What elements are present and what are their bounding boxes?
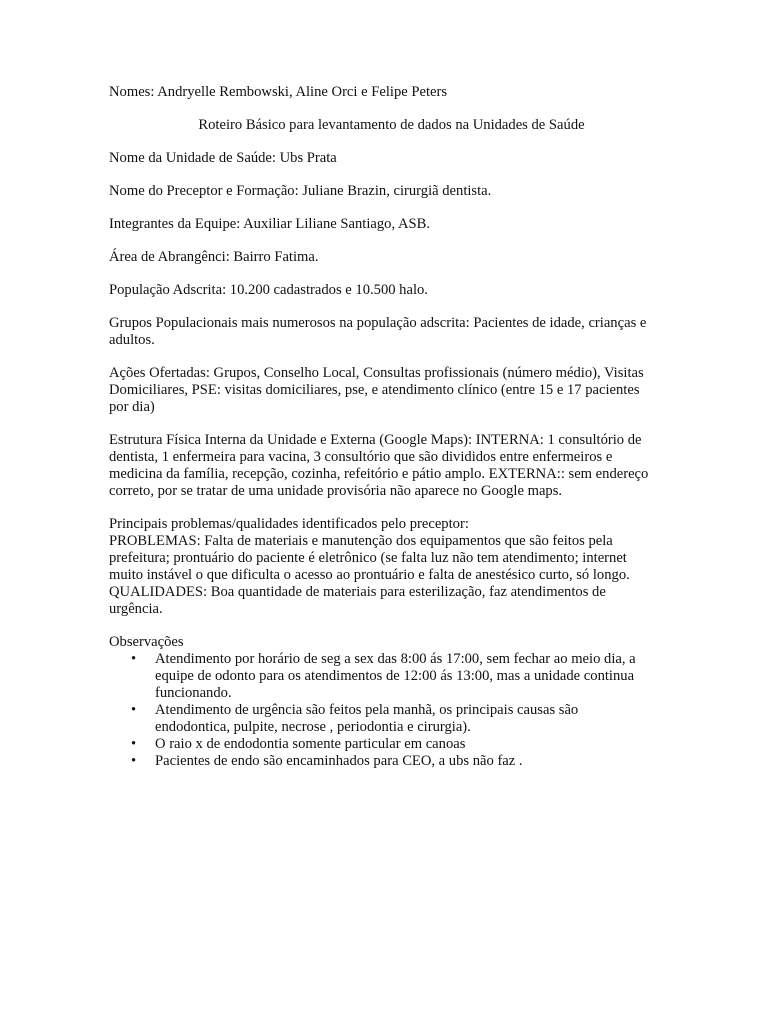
qualities-text: QUALIDADES: Boa quantidade de materiais para esterilização, faz atendimentos de urgência. bbox=[109, 584, 606, 617]
observation-text: O raio x de endodontia somente particular em canoas bbox=[155, 736, 466, 752]
bullet-icon: • bbox=[131, 736, 137, 752]
problems-text: PROBLEMAS: Falta de materiais e manutenção dos equipamentos que são feitos pela prefeitura; prontuário do paciente é eletrônico (se falta luz não tem atendimento; internet muito instável o que dificulta o acesso ao prontuário e falta de anestésico curto, só longo. bbox=[109, 533, 630, 583]
list-item bbox=[109, 651, 654, 702]
list-item bbox=[109, 753, 654, 770]
list-item bbox=[109, 702, 654, 736]
preceptor-line: Nome do Preceptor e Formação: Juliane Brazin, cirurgiã dentista. bbox=[109, 183, 492, 199]
observations-list bbox=[109, 651, 654, 770]
problems-section bbox=[109, 516, 654, 618]
bullet-icon: • bbox=[131, 651, 137, 667]
actions-paragraph: Ações Ofertadas: Grupos, Conselho Local, Consultas profissionais (número médio), Visitas Domiciliares, PSE: visitas domiciliares, pse, e atendimento clínico (entre 15 e 17 pacientes por dia) bbox=[109, 365, 644, 415]
observations-section bbox=[109, 634, 654, 770]
document-title: Roteiro Básico para levantamento de dados na Unidades de Saúde bbox=[198, 117, 585, 133]
structure-paragraph: Estrutura Física Interna da Unidade e Externa (Google Maps): INTERNA: 1 consultório de dentista, 1 enfermeira para vacina, 3 consultório que são divididos entre enfermeiros e medicina da família, recepção, cozinha, refeitório e pátio amplo. EXTERNA:: sem endereço correto, por se tratar de uma unidade provisória não aparece no Google maps. bbox=[109, 432, 649, 499]
unit-name-line: Nome da Unidade de Saúde: Ubs Prata bbox=[109, 150, 337, 166]
problems-heading: Principais problemas/qualidades identificados pelo preceptor: bbox=[109, 516, 469, 532]
bullet-icon: • bbox=[131, 753, 137, 769]
list-item bbox=[109, 736, 654, 753]
observation-text: Atendimento por horário de seg a sex das 8:00 ás 17:00, sem fechar ao meio dia, a equipe de odonto para os atendimentos de 12:00 ás 13:00, mas a unidade continua funcionando. bbox=[155, 651, 636, 701]
groups-paragraph: Grupos Populacionais mais numerosos na população adscrita: Pacientes de idade, crianças e adultos. bbox=[109, 315, 647, 348]
observation-text: Atendimento de urgência são feitos pela manhã, os principais causas são endodontica, pulpite, necrose , periodontia e cirurgia). bbox=[155, 702, 579, 735]
document-page bbox=[109, 84, 654, 770]
population-line: População Adscrita: 10.200 cadastrados e 10.500 halo. bbox=[109, 282, 428, 298]
observation-text: Pacientes de endo são encaminhados para CEO, a ubs não faz . bbox=[155, 753, 523, 769]
team-line: Integrantes da Equipe: Auxiliar Liliane Santiago, ASB. bbox=[109, 216, 430, 232]
bullet-icon: • bbox=[131, 702, 137, 718]
observations-heading: Observações bbox=[109, 634, 184, 650]
authors-line: Nomes: Andryelle Rembowski, Aline Orci e Felipe Peters bbox=[109, 84, 448, 100]
area-line: Área de Abrangênci: Bairro Fatima. bbox=[109, 249, 319, 265]
